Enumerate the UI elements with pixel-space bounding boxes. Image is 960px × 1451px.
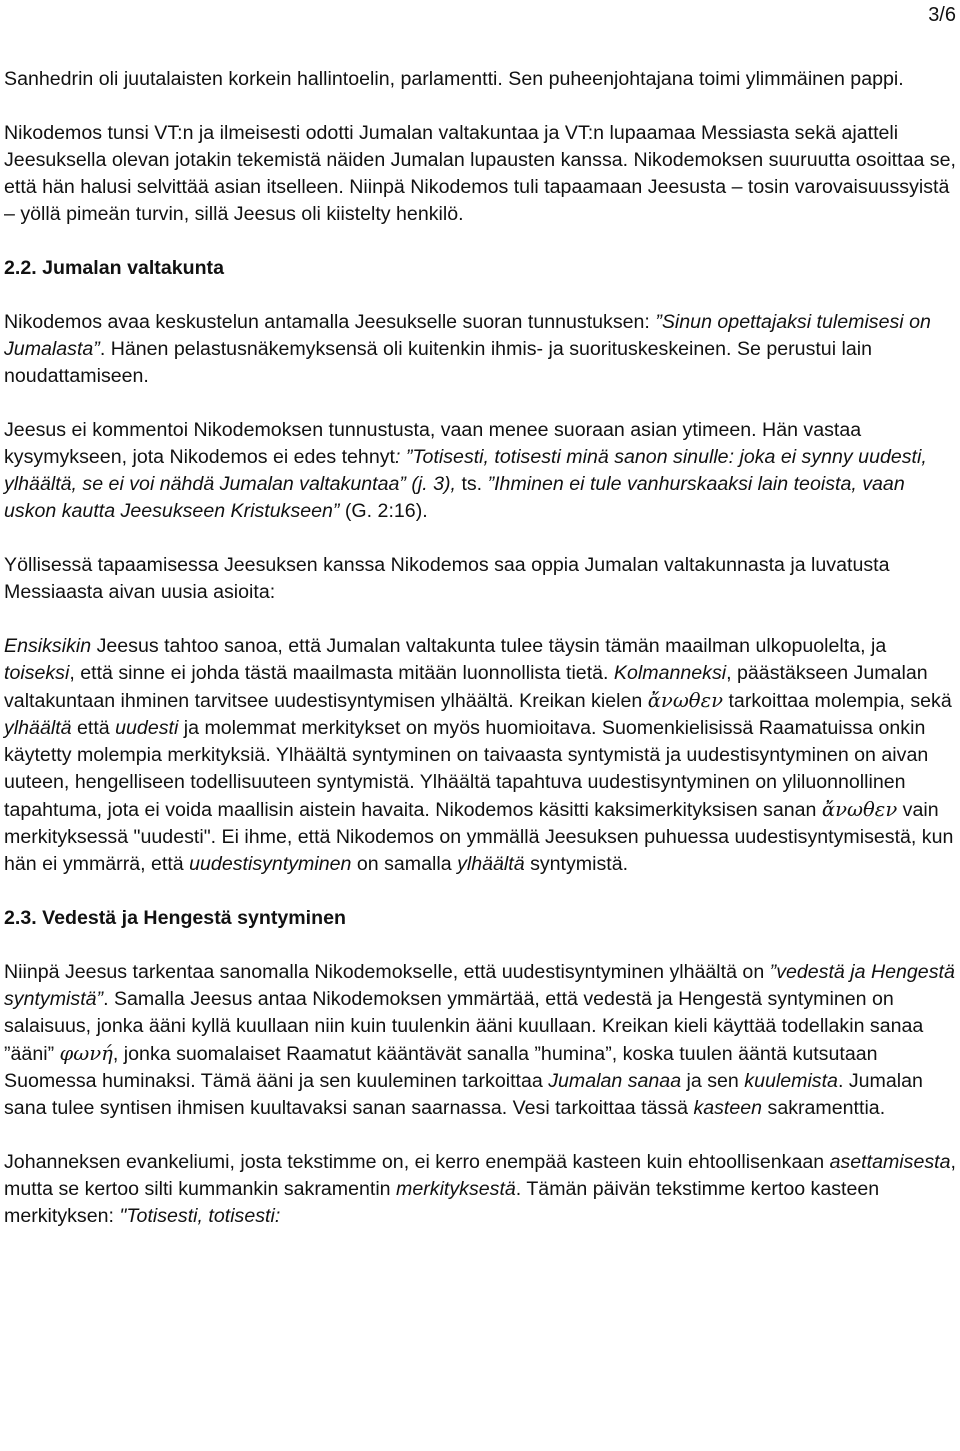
paragraph-text: . Samalla Jeesus antaa Nikodemoksen ymmärtää, että vedestä ja Hengestä syntyminen on salaisuus, jonka ääni kyllä kuullaan niin kuin tuulenkin ääni kuullaan. Kreikan kieli käyttää todellakin sanaa ”ääni” <box>4 988 924 1065</box>
paragraph-text: Johanneksen evankeliumi, josta tekstimme on, ei kerro enempää kasteen kuin ehtoollisenkaan <box>4 1151 830 1173</box>
paragraph-text: ts. <box>456 473 488 495</box>
paragraph-text: , että sinne ei johda tästä maailmasta mitään luonnollista tietä. <box>69 662 614 684</box>
quote-text: ”Sinun opettajaksi tulemisesi on Jumalasta” <box>4 311 931 360</box>
paragraph-sacraments <box>4 1149 956 1230</box>
page-number: 3/6 <box>928 4 956 26</box>
emphasis-text: uudestisyntyminen <box>189 853 352 875</box>
paragraph-text: Jeesus ei kommentoi Nikodemoksen tunnustusta, vaan menee suoraan asian ytimeen. Hän vastaa kysymykseen, jota Nikodemos ei edes tehnyt <box>4 419 862 468</box>
quote-text: "Totisesti, totisesti: <box>119 1205 281 1227</box>
paragraph-text: on samalla <box>351 853 458 875</box>
paragraph-text: Sanhedrin oli juutalaisten korkein hallintoelin, parlamentti. Sen puheenjohtajana toimi ylimmäinen pappi. <box>4 68 904 90</box>
paragraph-water-spirit <box>4 959 956 1122</box>
paragraph-text: ja molemmat merkitykset on myös huomioitava. Suomenkielisissä Raamatuissa onkin käytetty molempia merkityksiä. Ylhäältä syntyminen on taivaasta syntymistä ja uudestisyntyminen on aivan uuteen, hengelliseen todellisuuteen syntymistä. Ylhäältä tapahtuva uudestisyntyminen on yliluonnollinen tapahtuma, jota ei voida maallisin aistein havaita. Nikodemos käsitti kaksimerkityksisen sanan <box>4 717 929 821</box>
emphasis-text: ylhäältä <box>4 717 72 739</box>
paragraph-text: . Tämän päivän tekstimme kertoo kasteen merkityksen: <box>4 1178 880 1227</box>
paragraph-text: . Jumalan sana tulee syntisen ihmisen kuultavaksi sanan saarnassa. Vesi tarkoittaa tässä <box>4 1070 923 1119</box>
paragraph-text: , päästäkseen Jumalan valtakuntaan ihminen tarvitsee uudestisyntymisen ylhäältä. Kreikan kielen <box>4 662 928 712</box>
paragraph-text: , mutta se kertoo silti kummankin sakramentin <box>4 1151 956 1200</box>
greek-word: ἄνωθεν <box>647 689 724 712</box>
quote-text: ”vedestä ja Hengestä syntymistä” <box>4 961 955 1010</box>
emphasis-text: uudesti <box>115 717 179 739</box>
paragraph-text: Nikodemos avaa keskustelun antamalla Jeesukselle suoran tunnustuksen: <box>4 311 656 333</box>
paragraph-text: Yöllisessä tapaamisessa Jeesuksen kanssa Nikodemos saa oppia Jumalan valtakunnasta ja luvatusta Messiaasta aivan uusia asioita: <box>4 554 890 603</box>
emphasis-text: merkityksestä <box>396 1178 516 1200</box>
paragraph-text: Nikodemos tunsi VT:n ja ilmeisesti odotti Jumalan valtakuntaa ja VT:n lupaamaa Messiasta sekä ajatteli Jeesuksella olevan jotakin tekemistä näiden Jumalan lupausten kanssa. Nikodemoksen suuruutta osoittaa se, että hän halusi selvittää asian itselleen. Niinpä Nikodemos tuli tapaamaan Jeesusta – tosin varovaisuussyistä – yöllä pimeän turvin, sillä Jeesus oli kiistelty henkilö. <box>4 122 956 225</box>
section-heading-2-2: 2.2. Jumalan valtakunta <box>4 257 224 279</box>
paragraph-text: sakramenttia. <box>762 1097 886 1119</box>
reference-text: (G. 2:16). <box>344 500 428 522</box>
paragraph-anothen <box>4 633 956 878</box>
paragraph-text: , jonka suomalaiset Raamatut kääntävät sanalla ”humina”, koska tuulen ääntä kutsutaan Suomessa huminaksi. Tämä ääni ja sen kuuleminen tarkoittaa <box>4 1043 878 1092</box>
emphasis-text: asettamisesta <box>829 1151 951 1173</box>
paragraph-text: Jeesus tahtoo sanoa, että Jumalan valtakunta tulee täysin tämän maailman ulkopuolelta, ja <box>91 635 887 657</box>
paragraph-text: . Hänen pelastusnäkemyksensä oli kuitenkin ihmis- ja suorituskeskeinen. Se perustui lain noudattamiseen. <box>4 338 873 387</box>
quote-text: ”Ihminen ei tule vanhurskaaksi lain teoista, vaan uskon kautta Jeesukseen Kristukseen” <box>4 473 905 522</box>
emphasis-text: Jumalan sanaa <box>548 1070 682 1092</box>
paragraph-nikodemos-intro <box>4 120 956 228</box>
greek-word: ἄνωθεν <box>821 798 898 821</box>
paragraph-text: ja sen <box>681 1070 745 1092</box>
section-heading-2-3: 2.3. Vedestä ja Hengestä syntyminen <box>4 907 346 929</box>
emphasis-text: ylhäältä <box>457 853 525 875</box>
greek-word: φωνή <box>59 1042 113 1065</box>
paragraph-text: tarkoittaa molempia, sekä <box>723 690 952 712</box>
emphasis-text: kuulemista <box>744 1070 838 1092</box>
paragraph-text: että <box>71 717 116 739</box>
paragraph-text: vain merkityksessä "uudesti". Ei ihme, että Nikodemos on ymmällä Jeesuksen puhuessa uudestisyntymisestä, kun hän ei ymmärrä, että <box>4 799 954 875</box>
document-body <box>4 66 956 1230</box>
quote-text: : ”Totisesti, totisesti minä sanon sinulle: joka ei synny uudesti, ylhäältä, se ei voi nähdä Jumalan valtakuntaa” (j. 3), <box>4 446 927 495</box>
paragraph-jesus-answer <box>4 417 956 525</box>
emphasis-text: Kolmanneksi <box>613 662 727 684</box>
emphasis-text: toiseksi <box>4 662 70 684</box>
paragraph-sanhedrin <box>4 66 956 93</box>
paragraph-night-meeting <box>4 552 956 606</box>
paragraph-text: syntymistä. <box>524 853 629 875</box>
paragraph-confession <box>4 309 956 390</box>
emphasis-text: kasteen <box>693 1097 763 1119</box>
paragraph-text: Niinpä Jeesus tarkentaa sanomalla Nikodemokselle, että uudestisyntyminen ylhäältä on <box>4 961 770 983</box>
emphasis-text: Ensiksikin <box>4 635 92 657</box>
